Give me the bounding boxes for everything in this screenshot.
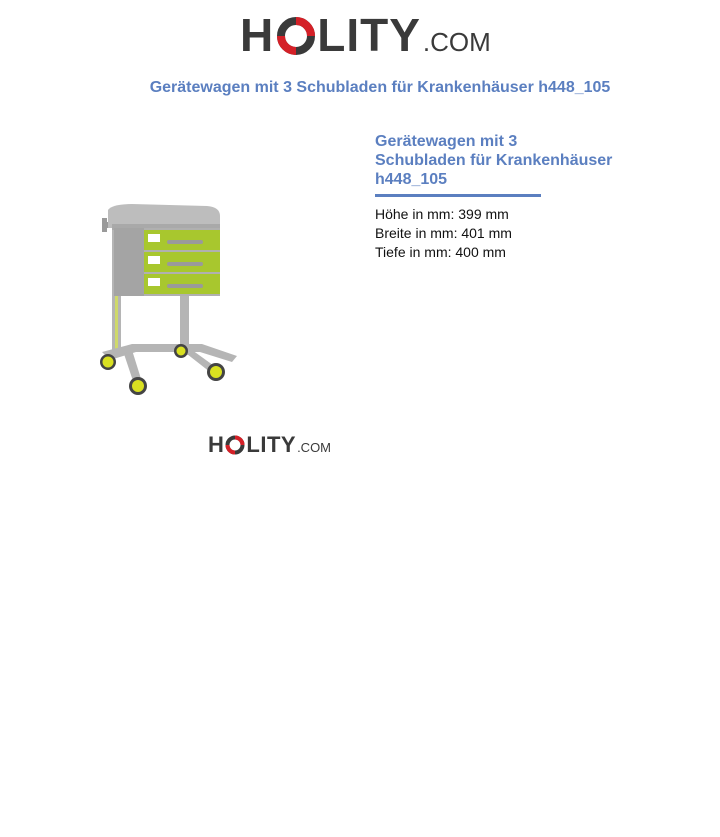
- spec-depth: Tiefe in mm: 400 mm: [375, 244, 506, 260]
- holity-logo-small: [208, 434, 331, 456]
- product-name-line: h448_105: [375, 171, 448, 188]
- logo-ring-icon: [225, 435, 245, 455]
- product-image: [92, 200, 252, 405]
- logo-suffix: .COM: [297, 440, 332, 455]
- page-title: Gerätewagen mit 3 Schubladen für Krankenhäuser h448_105: [149, 79, 611, 96]
- logo-letter-h: H: [240, 9, 275, 61]
- logo-letters: LITY: [246, 432, 297, 457]
- spec-height: Höhe in mm: 399 mm: [375, 206, 509, 222]
- product-name: [375, 132, 635, 189]
- title-divider: [375, 194, 541, 197]
- spec-width: Breite in mm: 401 mm: [375, 225, 512, 241]
- spec-list: [375, 205, 512, 262]
- holity-logo[interactable]: [240, 9, 491, 61]
- product-name-line: Schubladen für Krankenhäuser: [375, 152, 613, 169]
- logo-letter-h: H: [208, 432, 225, 457]
- product-name-line: Gerätewagen mit 3: [375, 133, 518, 150]
- logo-ring-icon: [276, 16, 316, 56]
- logo-letters: LITY: [317, 9, 421, 61]
- logo-suffix: .COM: [422, 27, 491, 57]
